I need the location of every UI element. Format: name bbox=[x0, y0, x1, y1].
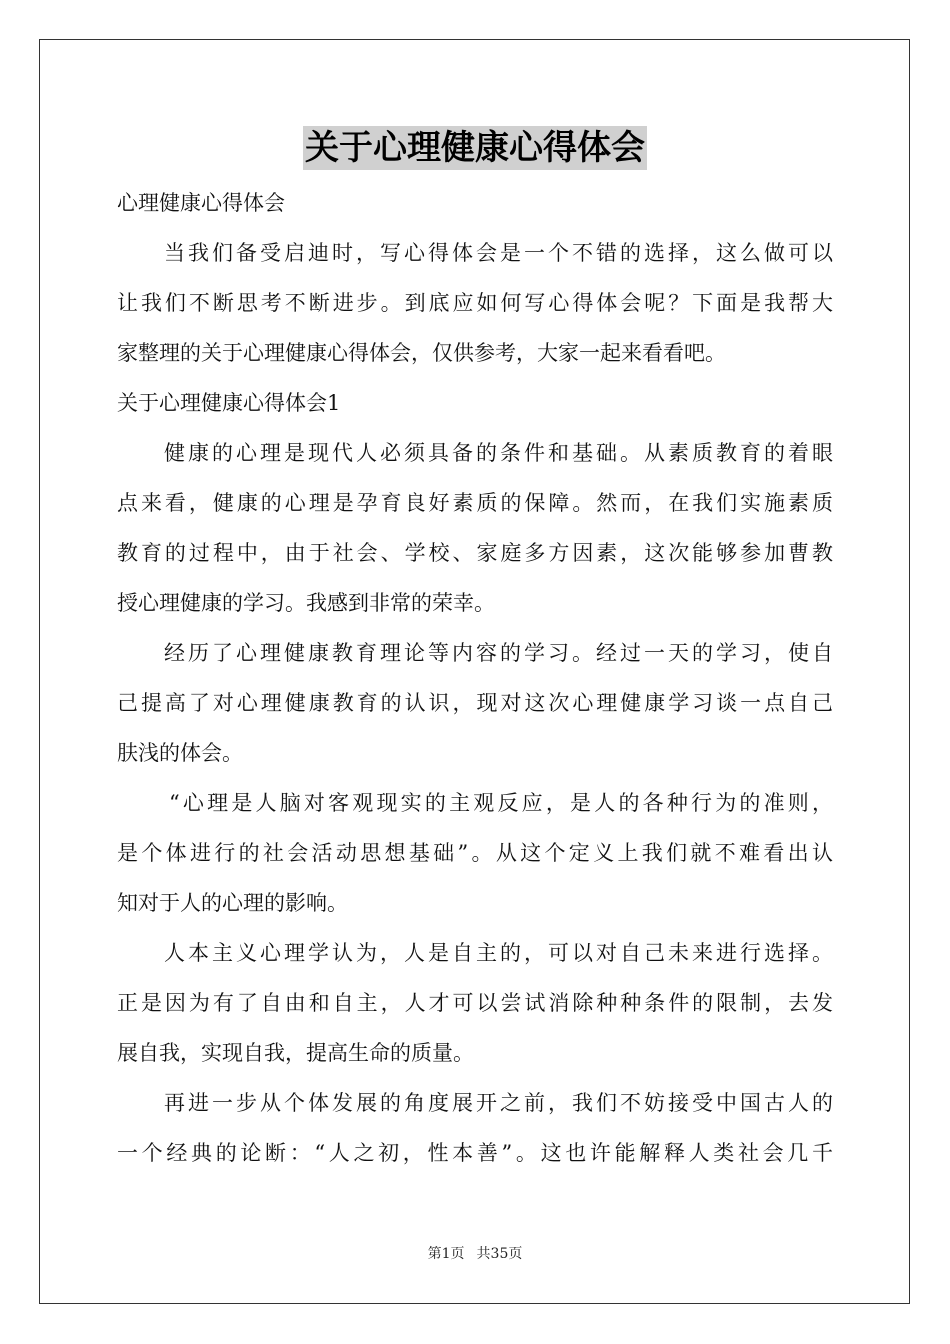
page-footer bbox=[0, 1244, 950, 1264]
paragraph-line: “心理是人脑对客观现实的主观反应，是人的各种行为的准则， bbox=[169, 791, 833, 815]
page-number: 第1页 bbox=[427, 1246, 465, 1262]
document-body bbox=[117, 178, 833, 1178]
paragraph-line: 知对于人的心理的影响。 bbox=[117, 891, 348, 915]
paragraph-line: 授心理健康的学习。我感到非常的荣幸。 bbox=[117, 591, 495, 615]
paragraph-line: 再进一步从个体发展的角度展开之前，我们不妨接受中国古人的 bbox=[164, 1091, 833, 1115]
paragraph-line: 教育的过程中，由于社会、学校、家庭多方因素，这次能够参加曹教 bbox=[117, 541, 833, 565]
title-container bbox=[0, 126, 950, 170]
paragraph-line: 正是因为有了自由和自主，人才可以尝试消除种种条件的限制，去发 bbox=[117, 991, 833, 1015]
paragraph-line: 家整理的关于心理健康心得体会，仅供参考，大家一起来看看吧。 bbox=[117, 341, 726, 365]
paragraph-line: 当我们备受启迪时，写心得体会是一个不错的选择，这么做可以 bbox=[164, 241, 833, 265]
paragraph-line: 人本主义心理学认为，人是自主的，可以对自己未来进行选择。 bbox=[164, 941, 833, 965]
paragraph-line: 己提高了对心理健康教育的认识，现对这次心理健康学习谈一点自己 bbox=[117, 691, 833, 715]
paragraph-line: 经历了心理健康教育理论等内容的学习。经过一天的学习，使自 bbox=[164, 641, 833, 665]
section-heading: 关于心理健康心得体会1 bbox=[117, 391, 341, 415]
page-total: 共35页 bbox=[476, 1246, 523, 1262]
paragraph-line: 是个体进行的社会活动思想基础”。从这个定义上我们就不难看出认 bbox=[117, 841, 833, 865]
document-title: 关于心理健康心得体会 bbox=[305, 128, 645, 168]
paragraph-line: 肤浅的体会。 bbox=[117, 741, 243, 765]
paragraph-line: 展自我，实现自我，提高生命的质量。 bbox=[117, 1041, 474, 1065]
section-heading: 心理健康心得体会 bbox=[117, 191, 285, 215]
paragraph-line: 健康的心理是现代人必须具备的条件和基础。从素质教育的着眼 bbox=[164, 441, 833, 465]
paragraph-line: 点来看，健康的心理是孕育良好素质的保障。然而，在我们实施素质 bbox=[117, 491, 833, 515]
paragraph-line: 让我们不断思考不断进步。到底应如何写心得体会呢？下面是我帮大 bbox=[117, 291, 833, 315]
paragraph-line: 一个经典的论断：“人之初，性本善”。这也许能解释人类社会几千 bbox=[117, 1141, 833, 1165]
